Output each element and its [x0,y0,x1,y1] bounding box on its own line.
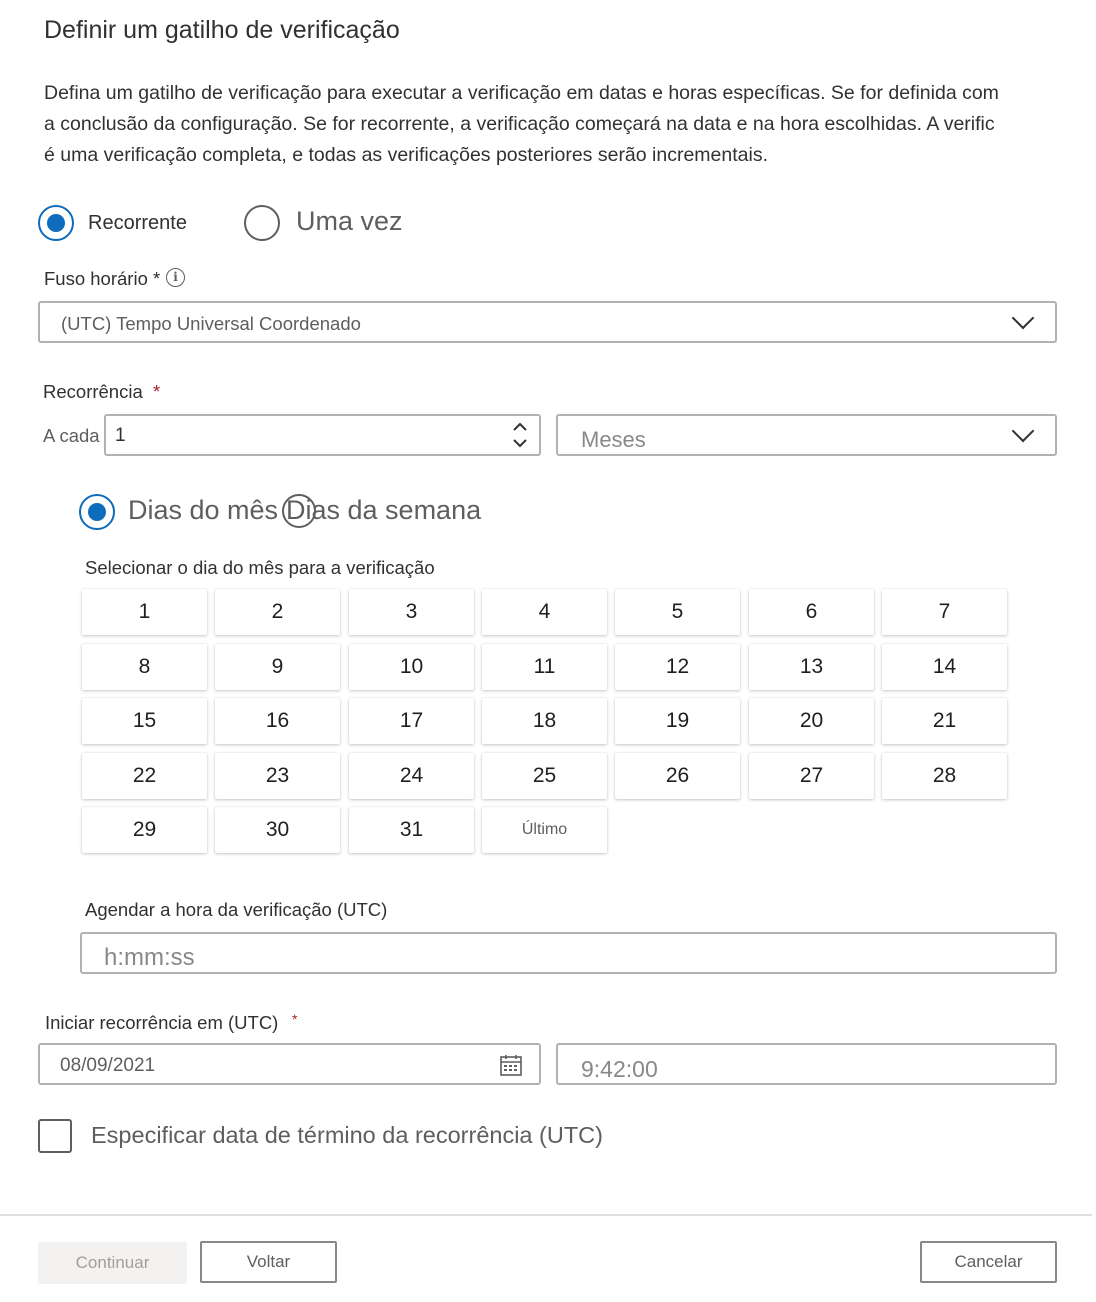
day-button[interactable]: 14 [882,644,1007,690]
end-date-label[interactable]: Especificar data de término da recorrência (UTC) [91,1122,603,1148]
day-button[interactable]: 9 [215,644,340,690]
schedule-time-placeholder: h:mm:ss [104,944,195,971]
radio-days-of-month-label[interactable]: Dias do mês [128,495,279,525]
day-button[interactable]: 31 [349,807,474,853]
day-button[interactable]: 24 [349,753,474,799]
schedule-time-label: Agendar a hora da verificação (UTC) [85,899,388,920]
day-button[interactable]: 12 [615,644,740,690]
day-button[interactable]: 5 [615,589,740,635]
day-button[interactable]: 18 [482,698,607,744]
day-button[interactable]: 21 [882,698,1007,744]
description-line-1: Defina um gatilho de verificação para executar a verificação em datas e horas específicas. Se for definida com [44,82,999,104]
end-date-checkbox[interactable] [38,1119,72,1153]
description-line-2: a conclusão da configuração. Se for recorrente, a verificação começará na data e na hora escolhidas. A verific [44,113,995,135]
calendar-icon[interactable] [499,1053,523,1077]
cancel-button[interactable]: Cancelar [920,1241,1057,1283]
day-button[interactable]: 28 [882,753,1007,799]
day-button[interactable]: Último [482,807,607,853]
radio-days-of-month[interactable] [79,494,115,530]
day-button[interactable]: 23 [215,753,340,799]
day-button[interactable]: 19 [615,698,740,744]
timezone-value: (UTC) Tempo Universal Coordenado [61,313,361,334]
day-button[interactable]: 15 [82,698,207,744]
radio-once[interactable] [244,205,280,241]
day-button[interactable]: 27 [749,753,874,799]
page-title: Definir um gatilho de verificação [44,16,400,44]
day-button[interactable]: 16 [215,698,340,744]
required-mark: * [292,1011,298,1027]
recurrence-unit-value: Meses [581,427,646,452]
day-button[interactable]: 3 [349,589,474,635]
stepper-arrows-icon[interactable] [511,419,529,451]
every-stepper[interactable] [104,414,541,456]
day-picker-label: Selecionar o dia do mês para a verificação [85,557,435,578]
day-button[interactable]: 1 [82,589,207,635]
radio-recurring-label[interactable]: Recorrente [88,212,187,234]
schedule-time-input[interactable] [80,932,1057,974]
recurrence-unit-dropdown[interactable] [556,414,1057,456]
start-date-input[interactable] [38,1043,541,1085]
day-button[interactable]: 13 [749,644,874,690]
back-button[interactable]: Voltar [200,1241,337,1283]
day-button[interactable]: 4 [482,589,607,635]
day-button[interactable]: 2 [215,589,340,635]
day-button[interactable]: 22 [82,753,207,799]
day-button[interactable]: 11 [482,644,607,690]
start-time-input[interactable] [556,1043,1057,1085]
start-time-value: 9:42:00 [581,1056,658,1082]
continue-button[interactable]: Continuar [38,1242,187,1284]
day-button[interactable]: 26 [615,753,740,799]
start-recurrence-label: Iniciar recorrência em (UTC) [45,1012,279,1033]
recurrence-label: Recorrência * [43,381,161,402]
day-button[interactable]: 10 [349,644,474,690]
day-button[interactable]: 29 [82,807,207,853]
description [44,78,1096,171]
chevron-down-icon [1012,420,1035,443]
timezone-label: Fuso horário * [44,268,161,289]
info-icon[interactable]: i [166,268,185,287]
every-value: 1 [115,425,126,446]
day-button[interactable]: 6 [749,589,874,635]
day-button[interactable]: 20 [749,698,874,744]
timezone-dropdown[interactable] [38,301,1057,343]
description-line-3: é uma verificação completa, e todas as verificações posteriores serão incrementais. [44,144,769,166]
day-button[interactable]: 7 [882,589,1007,635]
start-date-value: 08/09/2021 [60,1055,156,1076]
day-button[interactable]: 30 [215,807,340,853]
chevron-down-icon [1012,307,1035,330]
day-button[interactable]: 25 [482,753,607,799]
day-button[interactable]: 17 [349,698,474,744]
day-button[interactable]: 8 [82,644,207,690]
every-label: A cada [43,425,100,446]
radio-once-label[interactable]: Uma vez [296,206,403,236]
radio-days-of-week[interactable] [282,494,316,528]
footer-divider [0,1214,1092,1216]
radio-days-of-week-label[interactable]: Dias da semana [286,495,482,525]
radio-recurring[interactable] [38,205,74,241]
